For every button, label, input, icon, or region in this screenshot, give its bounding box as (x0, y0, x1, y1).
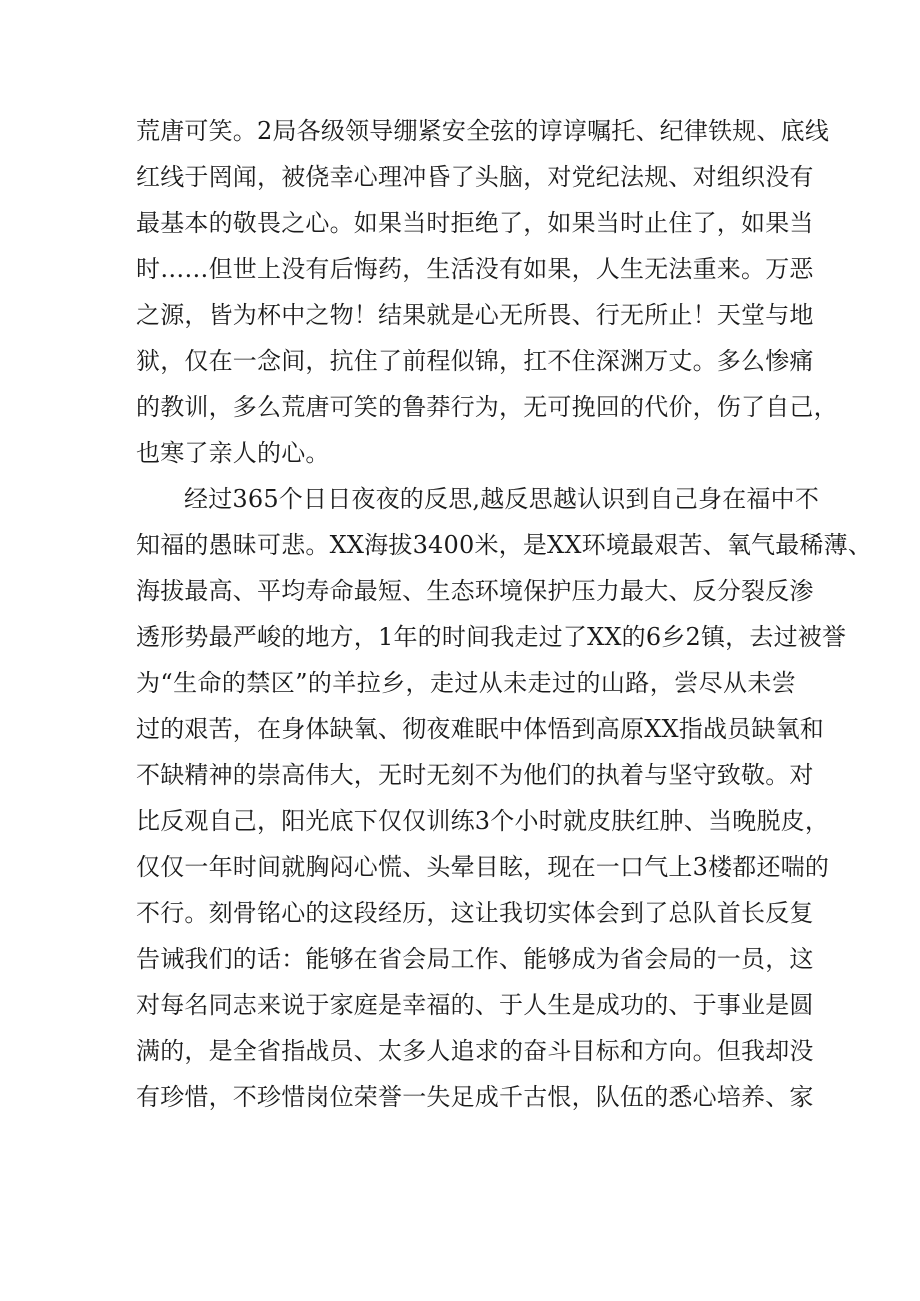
paragraph-2-line: 过的艰苦，在身体缺氧、彻夜难眠中体悟到高原XX指战员缺氧和 (136, 715, 824, 743)
paragraph-1-line: 也寒了亲人的心。 (136, 439, 330, 467)
paragraph-1-line: 狱，仅在一念间，抗住了前程似锦，扛不住深渊万丈。多么惨痛 (136, 347, 814, 375)
paragraph-2-line: 知福的愚昧可悲。XX海拔3400米，是XX环境最艰苦、氧气最稀薄、 (136, 531, 873, 559)
paragraph-2-line: 海拔最高、平均寿命最短、生态环境保护压力最大、反分裂反渗 (136, 577, 814, 605)
paragraph-2 (136, 476, 873, 1120)
paragraph-1 (136, 108, 838, 476)
paragraph-2-line: 透形势最严峻的地方，1年的时间我走过了XX的6乡2镇，去过被誉 (136, 623, 847, 651)
paragraph-2-line: 告诫我们的话：能够在省会局工作、能够成为省会局的一员，这 (136, 945, 814, 973)
document-body (136, 108, 873, 1120)
paragraph-2-line: 不缺精神的崇高伟大，无时无刻不为他们的执着与坚守致敬。对 (136, 761, 814, 789)
paragraph-2-line: 经过365个日日夜夜的反思,越反思越认识到自己身在福中不 (184, 485, 820, 513)
paragraph-1-line: 红线于罔闻，被侥幸心理冲昏了头脑，对党纪法规、对组织没有 (136, 163, 814, 191)
paragraph-2-line: 不行。刻骨铭心的这段经历，这让我切实体会到了总队首长反复 (136, 899, 814, 927)
paragraph-1-line: 之源，皆为杯中之物！结果就是心无所畏、行无所止！天堂与地 (136, 301, 814, 329)
paragraph-1-line: 的教训，多么荒唐可笑的鲁莽行为，无可挽回的代价，伤了自己， (136, 393, 838, 421)
paragraph-1-line: 荒唐可笑。2局各级领导绷紧安全弦的谆谆嘱托、纪律铁规、底线 (136, 117, 830, 145)
paragraph-2-line: 有珍惜，不珍惜岗位荣誉一失足成千古恨，队伍的悉心培养、家 (136, 1083, 814, 1111)
paragraph-2-line: 对每名同志来说于家庭是幸福的、于人生是成功的、于事业是圆 (136, 991, 814, 1019)
paragraph-1-line: 最基本的敬畏之心。如果当时拒绝了，如果当时止住了，如果当 (136, 209, 814, 237)
paragraph-2-line: 比反观自己，阳光底下仅仅训练3个小时就皮肤红肿、当晚脱皮， (136, 807, 830, 835)
paragraph-1-line: 时……但世上没有后悔药，生活没有如果，人生无法重来。万恶 (136, 255, 814, 283)
paragraph-2-line: 仅仅一年时间就胸闷心慌、头晕目眩，现在一口气上3楼都还喘的 (136, 853, 830, 881)
paragraph-2-line: 满的，是全省指战员、太多人追求的奋斗目标和方向。但我却没 (136, 1037, 814, 1065)
paragraph-2-line: 为“生命的禁区”的羊拉乡，走过从未走过的山路，尝尽从未尝 (136, 669, 796, 697)
